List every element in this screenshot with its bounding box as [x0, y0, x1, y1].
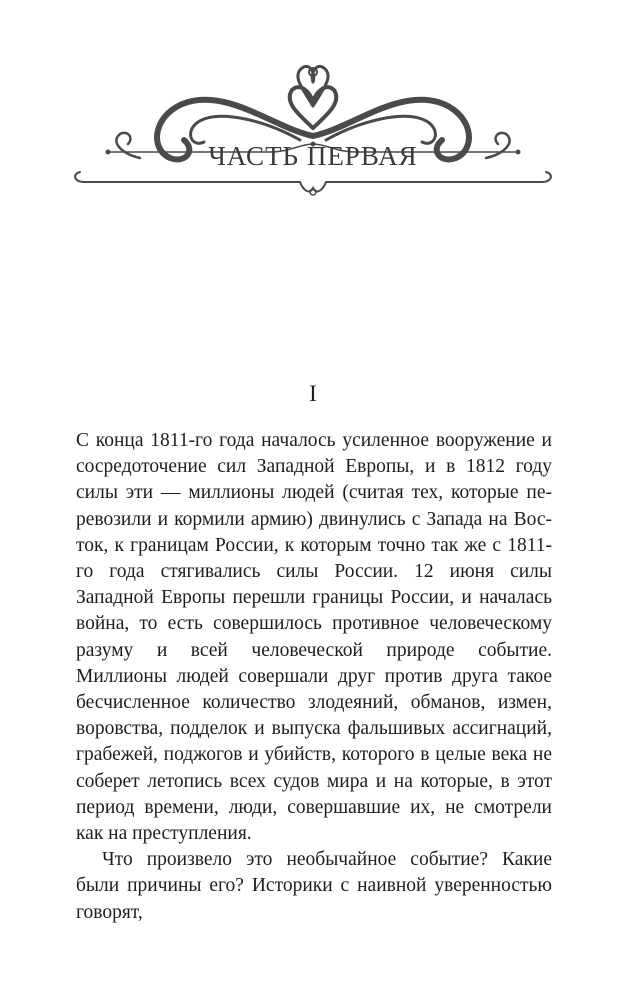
chapter-number: I: [309, 381, 317, 406]
paragraph: С конца 1811-го года началось усиленное вооружение и сосредоточение сил Западной Европы, и в 1812 году силы эти — миллионы людей (считая тех, которые перевозили и кормили армию) двинулись с Запада на Восток, к границам России, к которым точно так же с 1811-го года стягивались силы России. 12 июня силы Западной Европы перешли границы России, и началась война, то есть совершилось противное человеческому разуму и всей человеческой природе событие. Миллионы людей совершали друг против друга такое бесчисленное количество злодеяний, обманов, измен, воровства, подделок и выпуска фальшивых ассигнаций, грабежей, поджогов и убийств, которого в целые века не соберет летопись всех судов мира и на которые, в этот период времени, люди, совершавшие их, не смотрели как на преступления.: [76, 430, 552, 845]
paragraph: Что произвело это необычайное событие? Какие были причины его? Историки с наивной уверенностью говорят,: [76, 849, 552, 923]
part-title: ЧАСТЬ ПЕРВАЯ: [208, 141, 418, 171]
body-text: [76, 428, 552, 926]
decorative-ornament: [70, 58, 556, 208]
